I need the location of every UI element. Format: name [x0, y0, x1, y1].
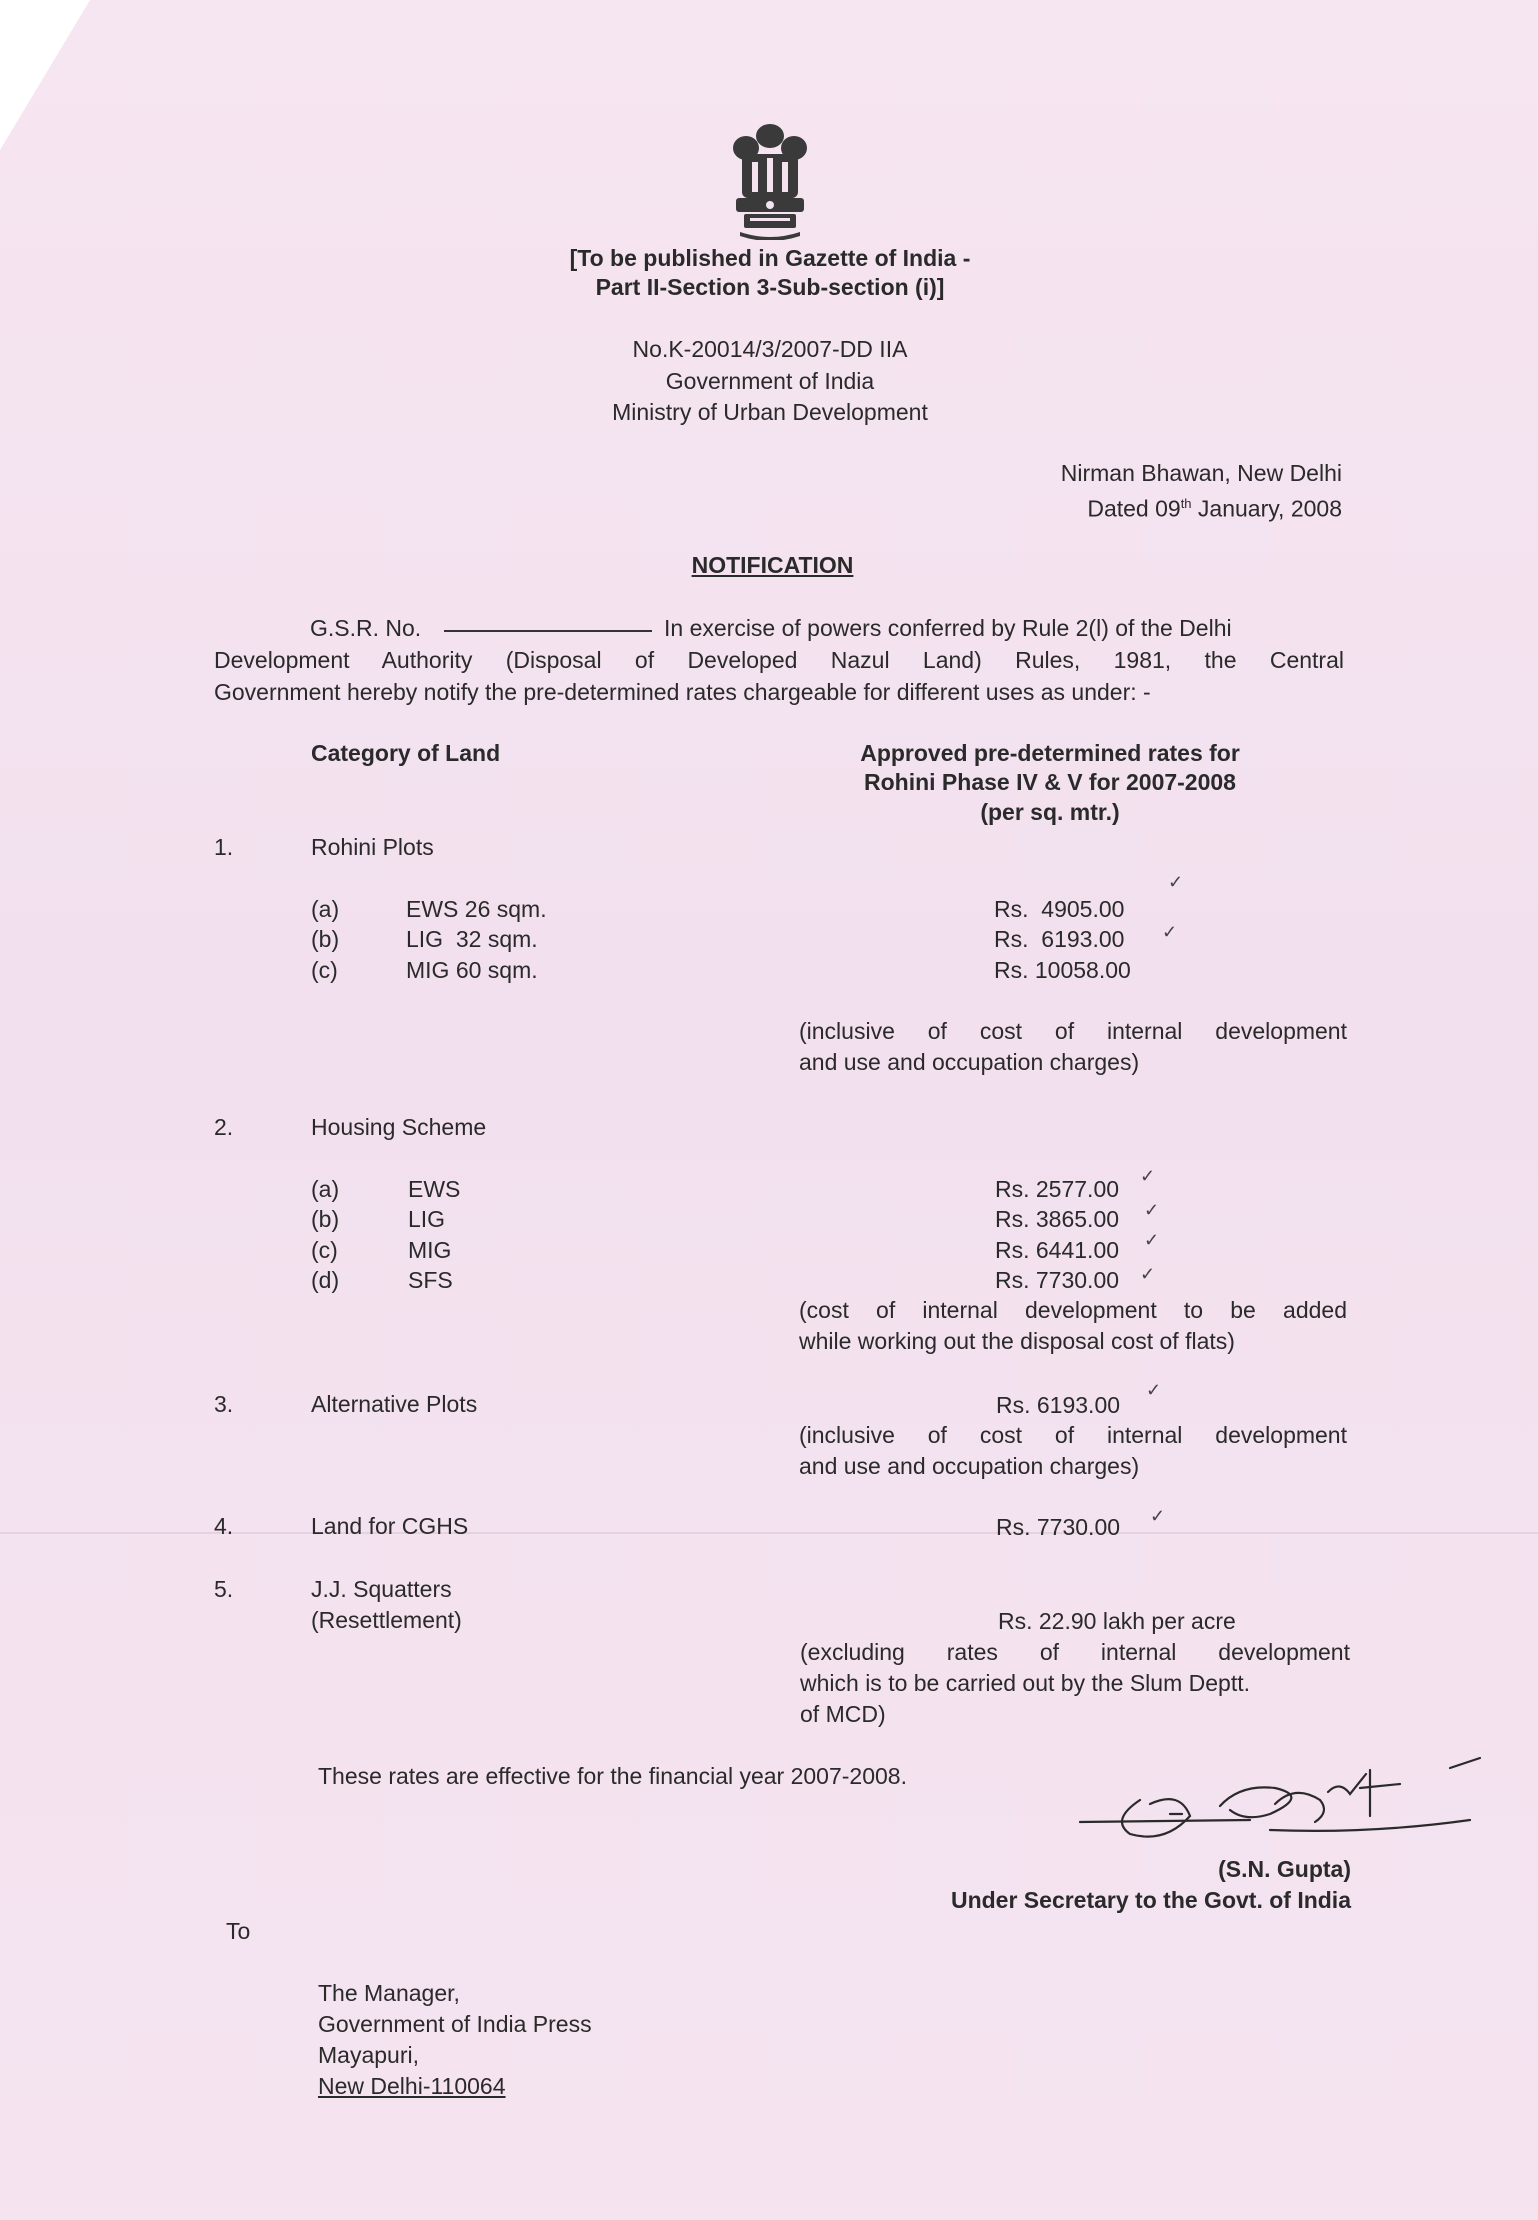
- gsr-label: G.S.R. No.: [310, 615, 422, 641]
- gazette-line-2: Part II-Section 3-Sub-section (i)]: [595, 274, 945, 300]
- s1-item-c-label: (c): [311, 957, 338, 983]
- s1-item-a-label: (a): [311, 896, 340, 922]
- to-label: To: [226, 1918, 251, 1944]
- preamble-line-3: Government hereby notify the pre-determined rates chargeable for different uses as under: -: [214, 679, 1151, 705]
- recipient-line-2: Government of India Press: [318, 2011, 592, 2037]
- preamble-line-2: Development Authority (Disposal of Developed Nazul Land) Rules, 1981, the Central: [214, 647, 1344, 673]
- file-number: No.K-20014/3/2007-DD IIA: [632, 336, 908, 362]
- section-5-title-line-2: (Resettlement): [311, 1607, 462, 1633]
- signatory-designation: Under Secretary to the Govt. of India: [950, 1887, 1351, 1913]
- s1-item-c-rate: Rs. 10058.00: [994, 957, 1131, 983]
- s3-note-line-2: and use and occupation charges): [799, 1453, 1140, 1479]
- section-2-title: Housing Scheme: [311, 1114, 487, 1140]
- gazette-line-1: [To be published in Gazette of India -: [569, 245, 971, 271]
- section-5-title-line-1: J.J. Squatters: [311, 1576, 452, 1602]
- section-1-title: Rohini Plots: [311, 834, 434, 860]
- check-mark-icon: ✓: [1162, 922, 1178, 942]
- torn-corner: [0, 0, 90, 150]
- recipient-line-1: The Manager,: [318, 1980, 460, 2006]
- check-mark-icon: ✓: [1140, 1166, 1156, 1186]
- date-line: [900, 490, 1342, 523]
- check-mark-icon: ✓: [1168, 872, 1184, 892]
- s1-item-c-name: MIG 60 sqm.: [406, 957, 538, 983]
- section-2-number: 2.: [214, 1114, 234, 1140]
- handwritten-signature: [1070, 1730, 1490, 1850]
- recipient-line-3: Mayapuri,: [318, 2042, 419, 2068]
- state-emblem-icon: [722, 118, 818, 240]
- s2-item-c-name: MIG: [408, 1237, 452, 1263]
- rates-header-line-3: (per sq. mtr.): [980, 799, 1120, 825]
- signatory-name: (S.N. Gupta): [1218, 1856, 1351, 1882]
- s2-note-line-1: (cost of internal development to be added: [799, 1297, 1347, 1323]
- s1-note-line-2: and use and occupation charges): [799, 1049, 1140, 1075]
- s5-rate: Rs. 22.90 lakh per acre: [998, 1608, 1236, 1634]
- category-header: Category of Land: [311, 740, 501, 766]
- s2-item-a-rate: Rs. 2577.00: [995, 1176, 1120, 1202]
- s1-item-b-rate: Rs. 6193.00: [994, 926, 1125, 952]
- preamble-line-1: In exercise of powers conferred by Rule 2(l) of the Delhi: [664, 615, 1232, 641]
- s5-note-line-1: (excluding rates of internal development: [800, 1639, 1350, 1665]
- check-mark-icon: ✓: [1144, 1230, 1160, 1250]
- notification-title: NOTIFICATION: [691, 552, 854, 578]
- s1-item-a-name: EWS 26 sqm.: [406, 896, 547, 922]
- place-line: Nirman Bhawan, New Delhi: [1060, 460, 1342, 486]
- s2-item-a-name: EWS: [408, 1176, 461, 1202]
- s2-item-b-name: LIG: [408, 1206, 446, 1232]
- section-3-title: Alternative Plots: [311, 1391, 478, 1417]
- section-3-number: 3.: [214, 1391, 234, 1417]
- s1-item-b-label: (b): [311, 926, 340, 952]
- gsr-blank-line: [444, 610, 652, 638]
- s1-item-b-name: LIG 32 sqm.: [406, 926, 538, 952]
- s1-item-a-rate: Rs. 4905.00: [994, 896, 1125, 922]
- s1-note-line-1: (inclusive of cost of internal development: [799, 1018, 1347, 1044]
- check-mark-icon: ✓: [1146, 1380, 1162, 1400]
- section-4-title: Land for CGHS: [311, 1513, 469, 1539]
- s2-note-line-2: while working out the disposal cost of flats): [799, 1328, 1235, 1354]
- effective-text: These rates are effective for the financial year 2007-2008.: [318, 1763, 907, 1789]
- s2-item-c-label: (c): [311, 1237, 338, 1263]
- s2-item-b-rate: Rs. 3865.00: [995, 1206, 1120, 1232]
- s2-item-b-label: (b): [311, 1206, 340, 1232]
- s4-rate: Rs. 7730.00: [996, 1514, 1121, 1540]
- government-line: Government of India: [665, 368, 875, 394]
- s3-note-line-1: (inclusive of cost of internal development: [799, 1422, 1347, 1448]
- s3-rate: Rs. 6193.00: [996, 1392, 1121, 1418]
- s2-item-d-rate: Rs. 7730.00: [995, 1267, 1120, 1293]
- s2-item-d-name: SFS: [408, 1267, 453, 1293]
- recipient-line-4: New Delhi-110064: [318, 2073, 506, 2099]
- s5-note-line-3: of MCD): [800, 1701, 886, 1727]
- section-1-number: 1.: [214, 834, 234, 860]
- s2-item-d-label: (d): [311, 1267, 340, 1293]
- rates-header-line-1: Approved pre-determined rates for: [860, 740, 1240, 766]
- s2-item-a-label: (a): [311, 1176, 340, 1202]
- date-superscript: th: [1180, 496, 1192, 511]
- section-4-number: 4.: [214, 1513, 234, 1539]
- check-mark-icon: ✓: [1140, 1264, 1156, 1284]
- rates-header-line-2: Rohini Phase IV & V for 2007-2008: [864, 769, 1236, 795]
- date-suffix: January, 2008: [1191, 495, 1342, 522]
- date-prefix: Dated 09: [1087, 495, 1181, 522]
- ministry-line: Ministry of Urban Development: [612, 399, 928, 425]
- check-mark-icon: ✓: [1144, 1200, 1160, 1220]
- section-5-number: 5.: [214, 1576, 234, 1602]
- check-mark-icon: ✓: [1150, 1506, 1166, 1526]
- s5-note-line-2: which is to be carried out by the Slum Deptt.: [800, 1670, 1250, 1696]
- s2-item-c-rate: Rs. 6441.00: [995, 1237, 1120, 1263]
